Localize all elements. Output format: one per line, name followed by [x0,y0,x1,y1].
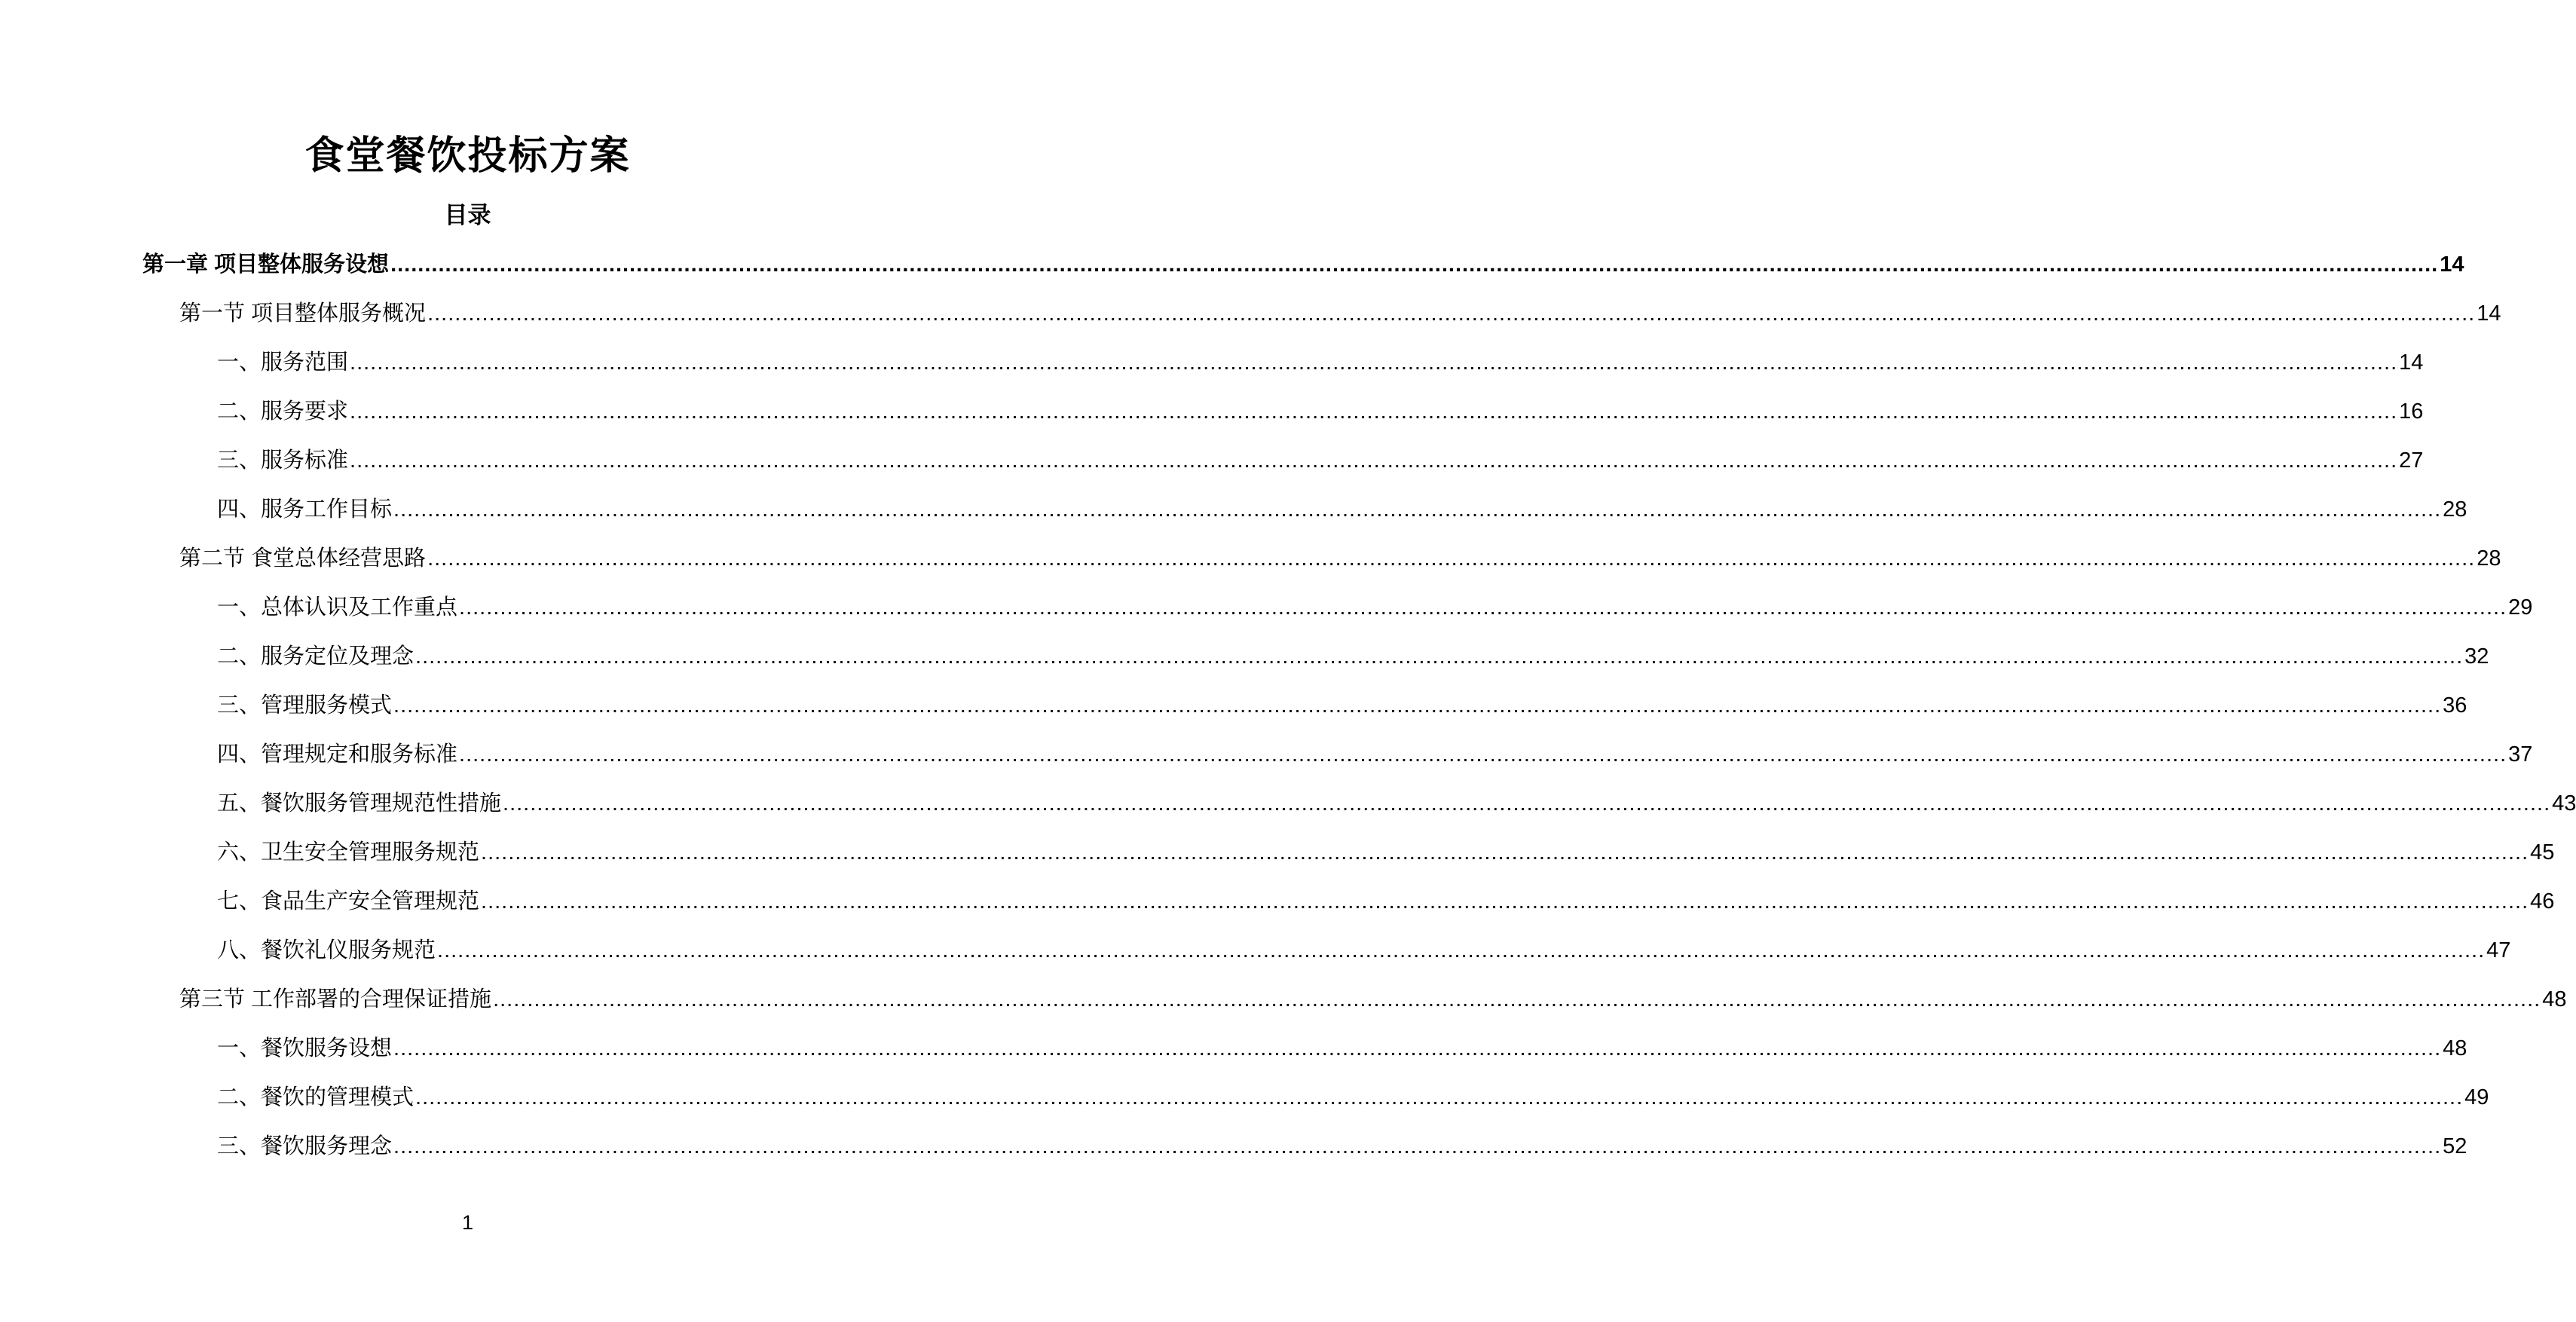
toc-entry-title: 一、餐饮服务设想 [217,1036,393,1060]
toc-entry[interactable] [179,295,2501,332]
toc-dot-leader: ............................................................................................................................................................................................................................................................................................................ [393,1036,2442,1060]
toc-entry[interactable] [142,246,2464,283]
toc-entry[interactable] [217,1079,2489,1115]
toc-entry-page: 49 [2464,1085,2489,1109]
toc-entry-title: 四、服务工作目标 [217,497,393,522]
toc-entry-page: 28 [2443,497,2467,522]
toc-entry-title: 三、餐饮服务理念 [217,1134,393,1158]
toc-entry-title: 二、服务要求 [217,399,349,424]
toc-entry-page: 45 [2530,840,2555,865]
toc-dot-leader: ............................................................................................................................................................................................................................................................................................................ [415,644,2464,669]
toc-entry[interactable] [217,344,2424,381]
toc-entry-title: 八、餐饮礼仪服务规范 [217,938,436,962]
toc-entry[interactable] [179,540,2501,577]
toc-entry-page: 47 [2486,938,2511,962]
toc-dot-leader: ............................................................................................................................................................................................................................................................................................................ [459,595,2507,620]
toc-dot-leader: ............................................................................................................................................................................................................................................................................................................ [427,546,2476,571]
toc-entry-page: 37 [2508,742,2533,767]
toc-dot-leader: ............................................................................................................................................................................................................................................................................................................ [350,399,2398,424]
toc-heading: 目录 [444,202,491,228]
toc-entry-page: 16 [2399,399,2424,424]
toc-dot-leader: ............................................................................................................................................................................................................................................................................................................ [390,252,2439,277]
toc-dot-leader: ............................................................................................................................................................................................................................................................................................................ [415,1085,2464,1109]
toc-entry[interactable] [217,932,2511,969]
toc-entry-page: 29 [2508,595,2533,620]
toc-dot-leader: ............................................................................................................................................................................................................................................................................................................ [393,1134,2442,1158]
toc-dot-leader: ............................................................................................................................................................................................................................................................................................................ [459,742,2507,767]
toc-entry[interactable] [179,981,2567,1018]
document-title: 食堂餐饮投标方案 [304,134,631,178]
toc-entry[interactable] [217,785,2576,822]
toc-dot-leader: ............................................................................................................................................................................................................................................................................................................ [427,301,2476,326]
toc-dot-leader: ............................................................................................................................................................................................................................................................................................................ [481,889,2529,913]
toc-entry-page: 43 [2552,791,2576,816]
toc-entry-title: 一、服务范围 [217,350,349,375]
toc-dot-leader: ............................................................................................................................................................................................................................................................................................................ [437,938,2486,962]
toc-entry-page: 14 [2399,350,2424,375]
toc-entry-title: 三、管理服务模式 [217,693,393,718]
toc-entry[interactable] [217,883,2555,920]
toc-entry-title: 第三节 工作部署的合理保证措施 [179,987,492,1011]
page-number: 1 [461,1211,474,1234]
toc-entry[interactable] [217,687,2467,724]
toc-entry-title: 二、餐饮的管理模式 [217,1085,415,1109]
toc-entry-title: 第一章 项目整体服务设想 [142,252,390,277]
toc-entry-page: 52 [2443,1134,2467,1158]
toc-entry-title: 六、卫生安全管理服务规范 [217,840,480,865]
toc-entry[interactable] [217,1030,2467,1066]
toc-entry-title: 二、服务定位及理念 [217,644,415,669]
toc-entry[interactable] [217,491,2467,528]
toc-dot-leader: ............................................................................................................................................................................................................................................................................................................ [493,987,2541,1011]
toc-entry-title: 五、餐饮服务管理规范性措施 [217,791,502,816]
toc-entry-page: 32 [2464,644,2489,669]
toc-entry[interactable] [217,589,2533,626]
toc-entry[interactable] [217,442,2424,479]
toc-dot-leader: ............................................................................................................................................................................................................................................................................................................ [350,448,2398,473]
toc-dot-leader: ............................................................................................................................................................................................................................................................................................................ [481,840,2529,865]
toc-dot-leader: ............................................................................................................................................................................................................................................................................................................ [393,693,2442,718]
toc-entry-page: 48 [2542,987,2567,1011]
toc-entry-page: 27 [2399,448,2424,473]
toc-entry-title: 三、服务标准 [217,448,349,473]
toc-entry-title: 四、管理规定和服务标准 [217,742,458,767]
toc-entry-title: 七、食品生产安全管理规范 [217,889,480,913]
toc-entry[interactable] [217,638,2489,675]
toc-entry-page: 28 [2477,546,2501,571]
toc-entry-page: 36 [2443,693,2467,718]
toc-entry[interactable] [217,1128,2467,1164]
toc-dot-leader: ............................................................................................................................................................................................................................................................................................................ [350,350,2398,375]
toc-entry-page: 46 [2530,889,2555,913]
toc-entry-title: 第二节 食堂总体经营思路 [179,546,427,571]
toc-entry[interactable] [217,736,2533,773]
toc-dot-leader: ............................................................................................................................................................................................................................................................................................................ [393,497,2442,522]
toc-entry[interactable] [217,834,2555,871]
toc-entry-page: 14 [2440,252,2464,277]
toc-entry-page: 14 [2477,301,2501,326]
toc-entry-page: 48 [2443,1036,2467,1060]
toc-entry-title: 第一节 项目整体服务概况 [179,301,427,326]
toc-entry[interactable] [217,393,2424,430]
toc-dot-leader: ............................................................................................................................................................................................................................................................................................................ [503,791,2551,816]
toc-entry-title: 一、总体认识及工作重点 [217,595,458,620]
